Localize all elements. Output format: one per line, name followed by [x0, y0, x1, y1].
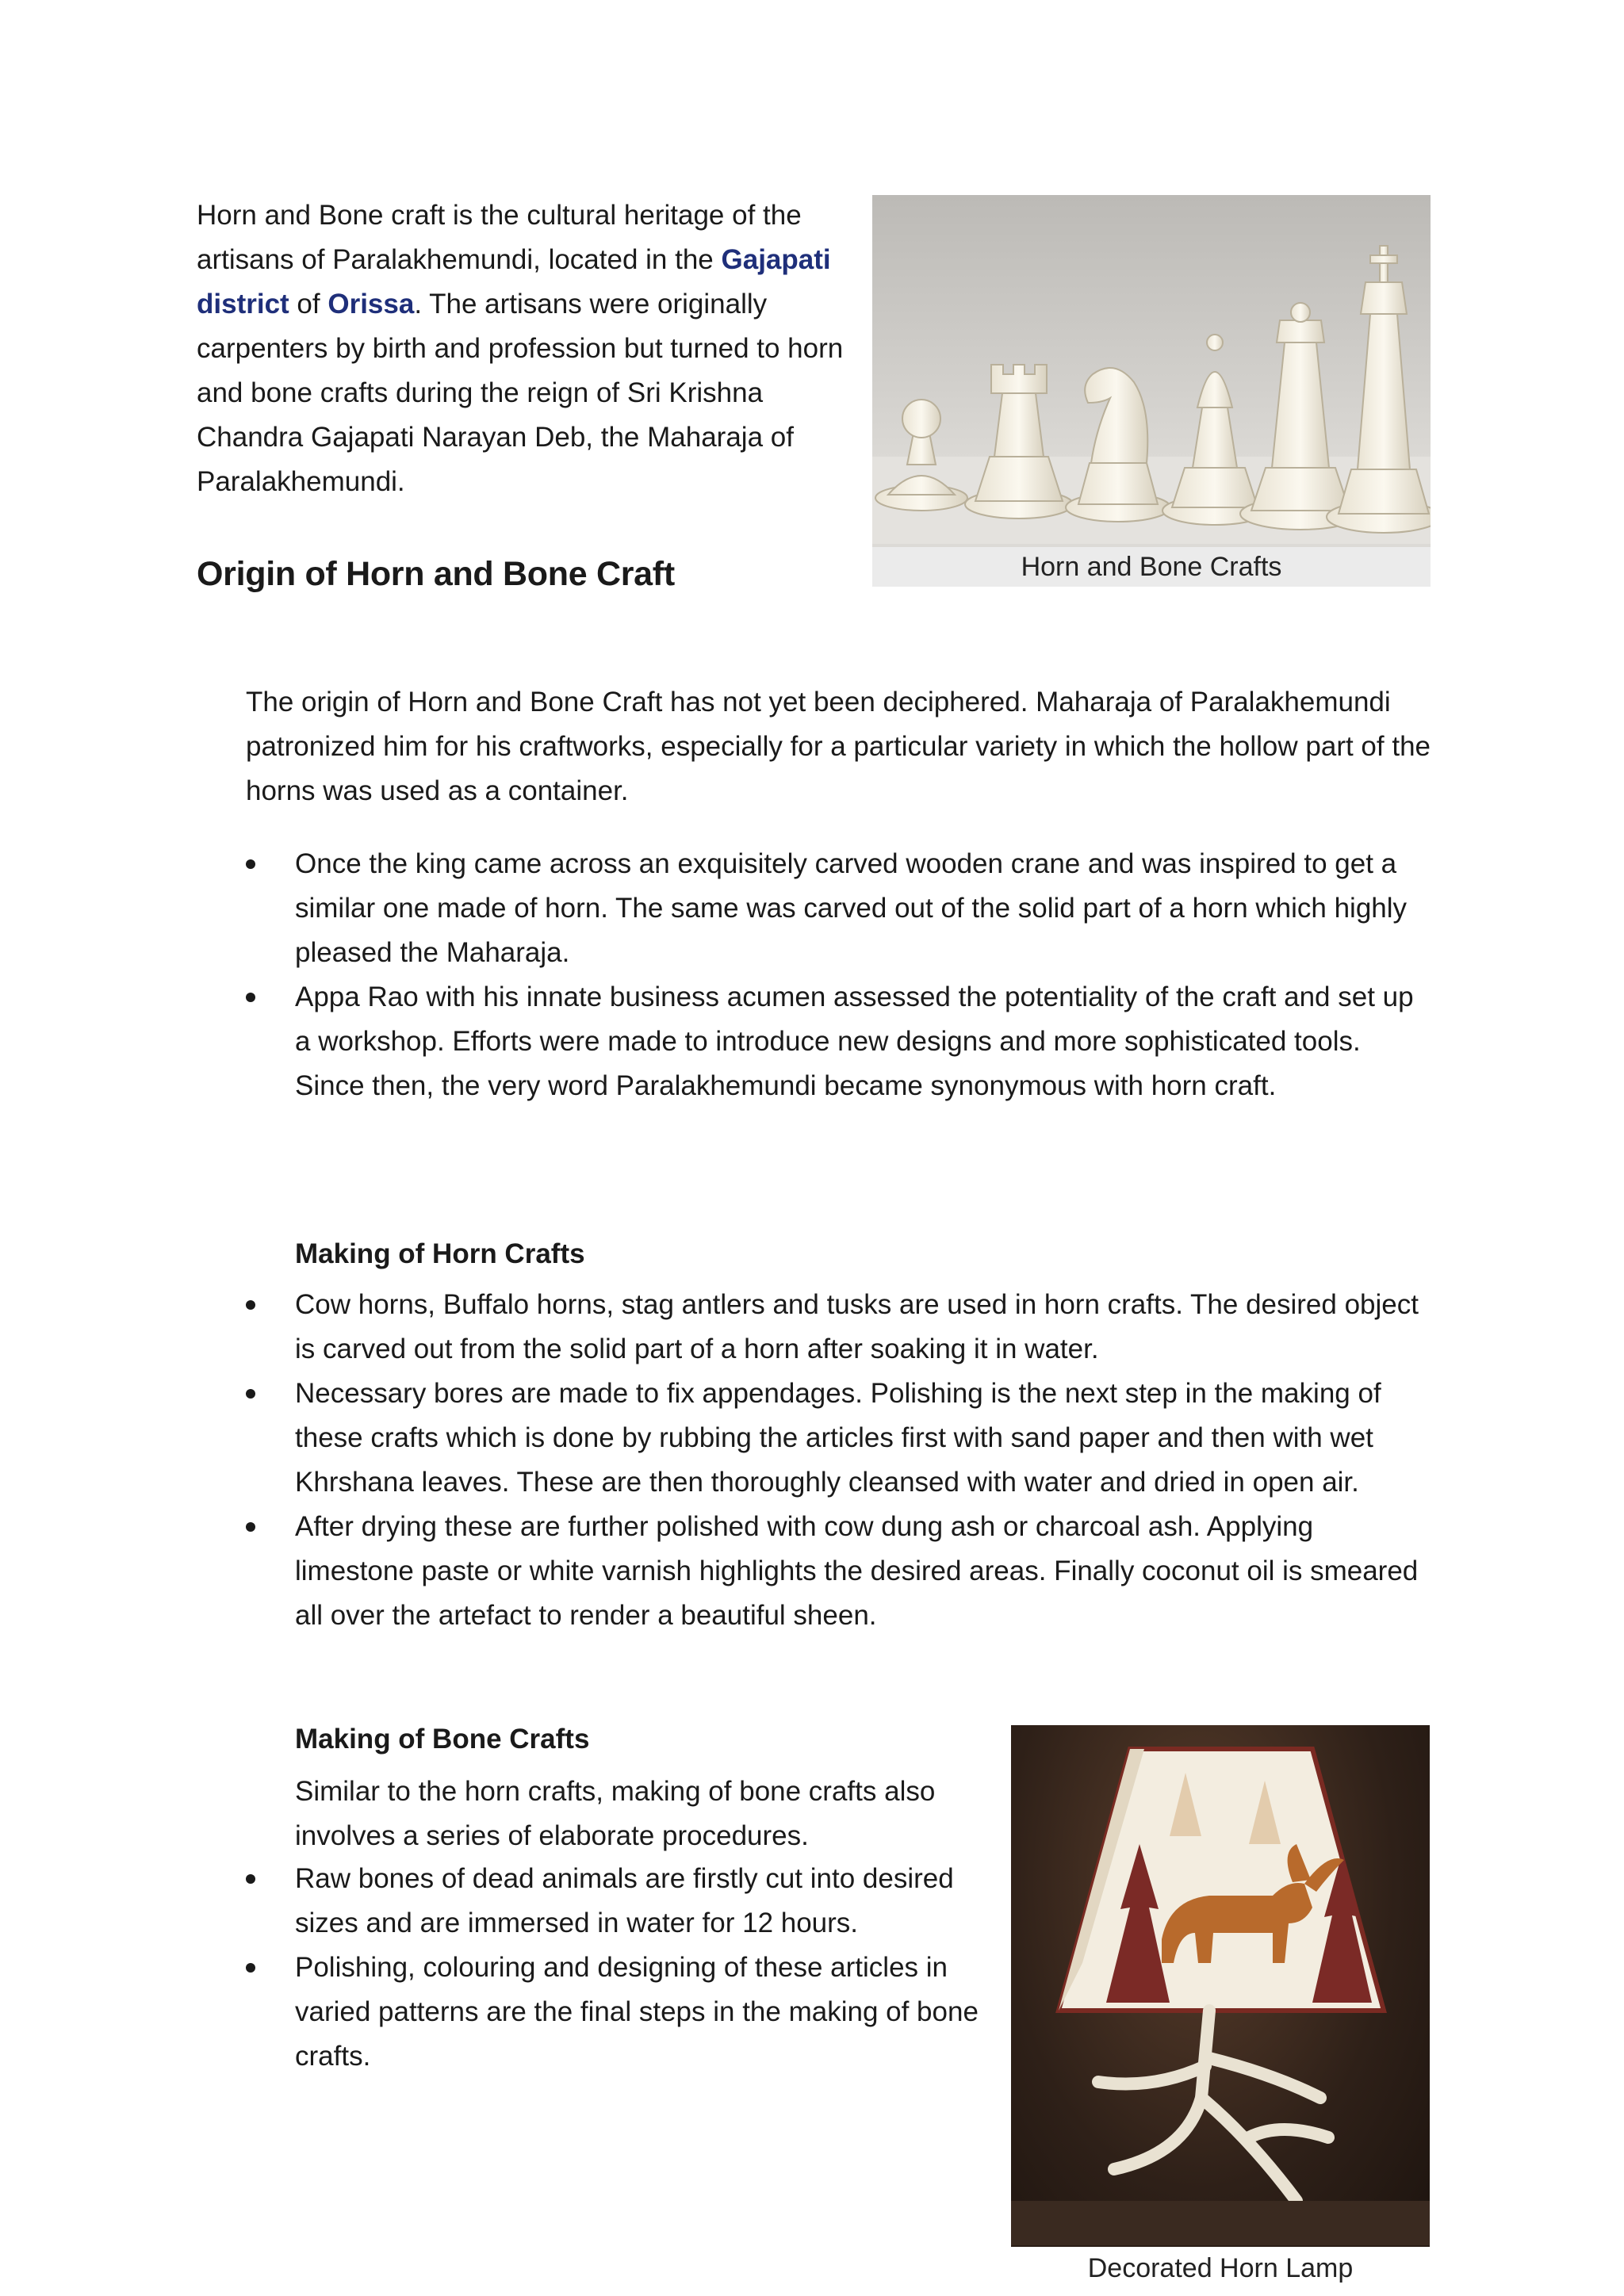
decorated-horn-lamp-figure [1011, 1725, 1430, 2290]
bullet-icon [246, 993, 255, 1002]
list-item [246, 1283, 1435, 1372]
bullet-icon [246, 1963, 255, 1973]
bullet-icon [246, 1522, 255, 1532]
bullet-icon [246, 1300, 255, 1310]
horn-crafts-heading: Making of Horn Crafts [295, 1238, 585, 1269]
intro-paragraph [197, 193, 863, 504]
horn-lamp-image [1011, 1725, 1430, 2245]
gajapati-district-link[interactable]: Gajapati district [197, 244, 831, 320]
bullet-icon [246, 1874, 255, 1884]
list-item [246, 1857, 1009, 1946]
chess-pieces-drawing [872, 195, 1431, 544]
list-item-text: After drying these are further polished with cow dung ash or charcoal ash. Applying limestone paste or white varnish highlights the desired areas. Finally coconut oil is smeared all over the artefact to render a beautiful sheen. [295, 1511, 1419, 1631]
horn-bullet-list [246, 1283, 1435, 1638]
bone-bullet-list [246, 1857, 1009, 2079]
figure2-caption: Decorated Horn Lamp [1011, 2247, 1430, 2290]
bullet-icon [246, 1389, 255, 1399]
list-item-text: Polishing, colouring and designing of these articles in varied patterns are the final steps in the making of bone crafts. [295, 1952, 979, 2072]
horn-lamp-drawing [1011, 1725, 1430, 2245]
list-item-text: Once the king came across an exquisitely carved wooden crane and was inspired to get a similar one made of horn. The same was carved out of the solid part of a horn which highly pleased the Maharaja. [295, 848, 1408, 968]
intro-text-1: Horn and Bone craft is the cultural heritage of the artisans of Paralakhemundi, located in the [197, 200, 802, 275]
bone-crafts-heading: Making of Bone Crafts [295, 1724, 590, 1755]
origin-bullet-list [246, 842, 1435, 1108]
list-item [246, 1505, 1435, 1638]
bullet-icon [246, 859, 255, 869]
orissa-link[interactable]: Orissa [327, 289, 415, 320]
list-item-text: Necessary bores are made to fix appendages. Polishing is the next step in the making of these crafts which is done by rubbing the articles first with sand paper and then with wet Khrshana leaves. These are then thoroughly cleansed with water and dried in open air. [295, 1378, 1381, 1498]
list-item [246, 1946, 1009, 2079]
origin-paragraph: The origin of Horn and Bone Craft has not yet been deciphered. Maharaja of Paralakhemundi patronized him for his craftworks, especially for a particular variety in which the hollow part of the horns was used as a container. [246, 687, 1431, 806]
horn-bone-crafts-figure [872, 195, 1431, 587]
list-item-text: Appa Rao with his innate business acumen assessed the potentiality of the craft and set up a workshop. Efforts were made to introduce new designs and more sophisticated tools. Since then, the very word Paralakhemundi became synonymous with horn craft. [295, 982, 1414, 1101]
intro-text-3: . The artisans were originally carpenters by birth and profession but turned to horn and bone crafts during the reign of Sri Krishna Chandra Gajapati Narayan Deb, the Maharaja of Paralakhemundi. [197, 289, 844, 497]
chess-pieces-image [872, 195, 1431, 544]
intro-text-2: of [289, 289, 328, 320]
list-item-text: Raw bones of dead animals are firstly cut into desired sizes and are immersed in water for 12 hours. [295, 1863, 954, 1938]
list-item [246, 1372, 1435, 1505]
list-item [246, 842, 1435, 975]
list-item [246, 975, 1435, 1108]
bone-paragraph: Similar to the horn crafts, making of bone crafts also involves a series of elaborate procedures. [295, 1776, 936, 1851]
list-item-text: Cow horns, Buffalo horns, stag antlers and tusks are used in horn crafts. The desired object is carved out from the solid part of a horn after soaking it in water. [295, 1289, 1419, 1364]
origin-heading: Origin of Horn and Bone Craft [197, 555, 675, 593]
figure1-caption: Horn and Bone Crafts [872, 547, 1431, 587]
